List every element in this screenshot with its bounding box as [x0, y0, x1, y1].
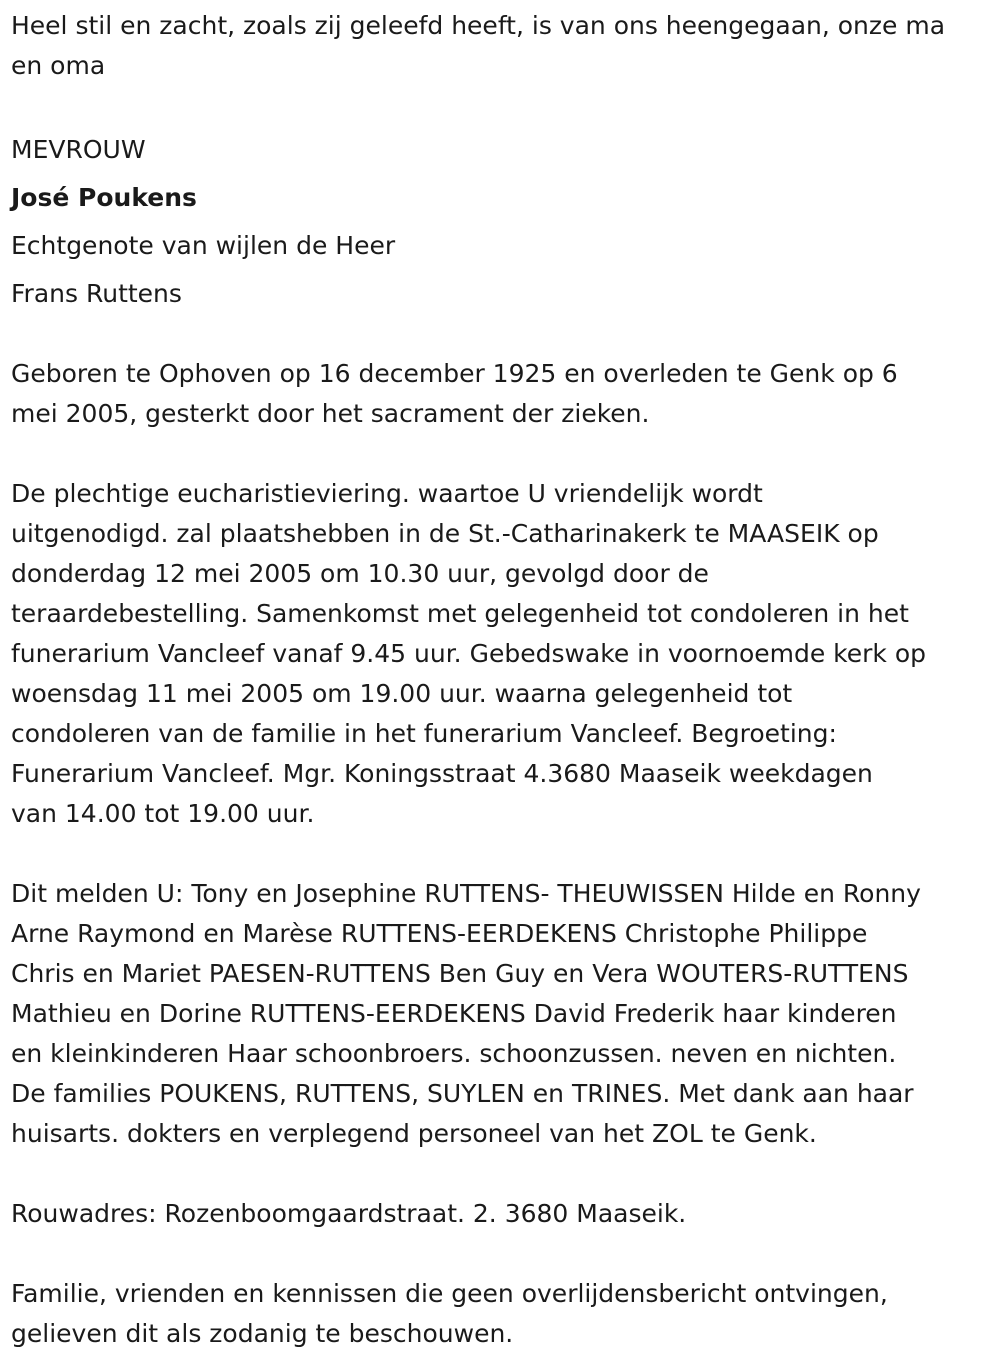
ceremony-paragraph: [11, 474, 1000, 834]
ceremony-line: woensdag 11 mei 2005 om 19.00 uur. waarna gelegenheid tot: [11, 679, 793, 708]
ceremony-line: donderdag 12 mei 2005 om 10.30 uur, gevolgd door de: [11, 559, 709, 588]
ceremony-line: teraardebestelling. Samenkomst met gelegenheid tot condoleren in het: [11, 599, 909, 628]
family-line: Arne Raymond en Marèse RUTTENS-EERDEKENS Christophe Philippe: [11, 919, 868, 948]
closing-line: gelieven dit als zodanig te beschouwen.: [11, 1319, 514, 1348]
intro-line: Heel stil en zacht, zoals zij geleefd heeft, is van ons heengegaan, onze ma: [11, 11, 946, 40]
family-line: Mathieu en Dorine RUTTENS-EERDEKENS David Frederik haar kinderen: [11, 999, 897, 1028]
honorific-title: MEVROUW: [11, 135, 146, 164]
closing-paragraph: [11, 1274, 1000, 1354]
intro-paragraph: [11, 6, 1000, 86]
paragraph-gap: [11, 834, 1000, 874]
birth-death-paragraph: [11, 354, 1000, 434]
paragraph-gap: [11, 1154, 1000, 1194]
spouse-name: Frans Ruttens: [11, 279, 182, 308]
ceremony-line: condoleren van de familie in het funerarium Vancleef. Begroeting:: [11, 719, 837, 748]
paragraph-gap: [11, 1234, 1000, 1274]
paragraph-gap: [11, 86, 1000, 126]
address-paragraph: [11, 1194, 1000, 1234]
birth-death-line: mei 2005, gesterkt door het sacrament der zieken.: [11, 399, 650, 428]
ceremony-line: funerarium Vancleef vanaf 9.45 uur. Gebedswake in voornoemde kerk op: [11, 639, 927, 668]
ceremony-line: van 14.00 tot 19.00 uur.: [11, 799, 315, 828]
family-line: De families POUKENS, RUTTENS, SUYLEN en TRINES. Met dank aan haar: [11, 1079, 914, 1108]
spouse-line: Echtgenote van wijlen de Heer: [11, 231, 396, 260]
paragraph-gap: [11, 318, 1000, 354]
ceremony-line: uitgenodigd. zal plaatshebben in de St.-Catharinakerk te MAASEIK op: [11, 519, 879, 548]
ceremony-line: Funerarium Vancleef. Mgr. Koningsstraat 4.3680 Maaseik weekdagen: [11, 759, 873, 788]
paragraph-gap: [11, 434, 1000, 474]
ceremony-line: De plechtige eucharistieviering. waartoe U vriendelijk wordt: [11, 479, 763, 508]
family-line: Chris en Mariet PAESEN-RUTTENS Ben Guy en Vera WOUTERS-RUTTENS: [11, 959, 909, 988]
intro-line: en oma: [11, 51, 106, 80]
family-line: huisarts. dokters en verplegend personeel van het ZOL te Genk.: [11, 1119, 817, 1148]
closing-line: Familie, vrienden en kennissen die geen overlijdensbericht ontvingen,: [11, 1279, 888, 1308]
deceased-name: José Poukens: [11, 183, 197, 212]
family-line: Dit melden U: Tony en Josephine RUTTENS- THEUWISSEN Hilde en Ronny: [11, 879, 921, 908]
address-line: Rouwadres: Rozenboomgaardstraat. 2. 3680 Maaseik.: [11, 1199, 687, 1228]
family-line: en kleinkinderen Haar schoonbroers. schoonzussen. neven en nichten.: [11, 1039, 897, 1068]
family-paragraph: [11, 874, 1000, 1154]
birth-death-line: Geboren te Ophoven op 16 december 1925 en overleden te Genk op 6: [11, 359, 898, 388]
